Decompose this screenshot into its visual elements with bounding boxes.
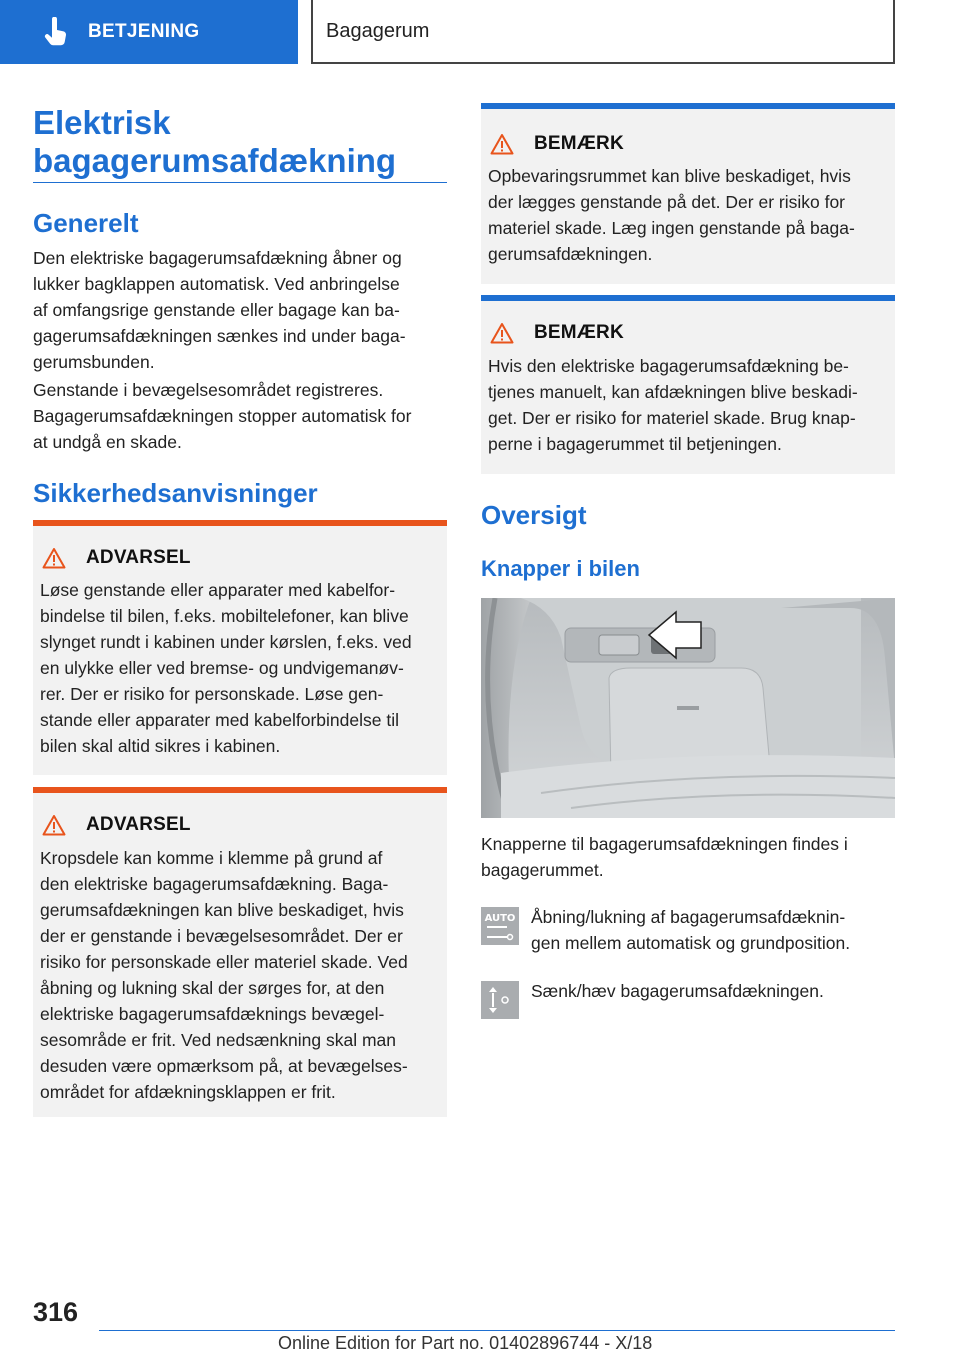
note-title: BEMÆRK [534, 133, 624, 154]
page-title-line-1: Elektrisk [33, 104, 171, 141]
general-paragraph-1: Den elektriske bagagerumsafdækning åbner og lukker bagklappen automatisk. Ved anbringelse af omfangsrige genstande eller bagage kan ba- gagerumsafdækningen sænkes ind under baga- gerumsbunden. [33, 248, 406, 372]
warning-text: Løse genstande eller apparater med kabelfor- bindelse til bilen, f.eks. mobiltelefoner, kan blive slynget rundt i kabinen under kørslen, f.eks. ved en ulykke eller ved bremse- og undvigemanøv- rer. Der er risiko for personskade. Løse gen- stande eller apparater med kabelforbindelse til bilen skal altid sikres i kabinen. [40, 580, 412, 756]
trunk-illustration [481, 598, 895, 818]
note-text: Hvis den elektriske bagagerumsafdækning be- tjenes manuelt, kan afdækningen blive beskadi- get. Der er risiko for materiel skade. Brug knap- perne i bagagerummet til betjeningen. [488, 356, 858, 454]
warning-bar [33, 787, 447, 793]
warning-bar [33, 520, 447, 526]
note-box-1 [481, 103, 895, 284]
hand-pointer-icon [44, 17, 70, 47]
photo-caption: Knapperne til bagagerumsafdækningen findes i bagagerummet. [481, 834, 848, 880]
warning-title: ADVARSEL [86, 547, 191, 568]
section-label: BETJENING [88, 21, 200, 42]
warning-triangle-icon [490, 133, 514, 155]
svg-text:AUTO: AUTO [484, 913, 516, 924]
title-divider [33, 182, 447, 183]
warning-triangle-icon [42, 814, 66, 836]
lower-raise-button-icon [481, 981, 519, 1019]
edition-text: Online Edition for Part no. 01402896744 - X/18 [278, 1333, 653, 1353]
buttons-heading: Knapper i bilen [481, 556, 640, 581]
general-paragraph-2: Genstande i bevægelsesområdet registreres. Bagagerumsafdækningen stopper automatisk for at undgå en skade. [33, 380, 412, 452]
warning-text: Kropsdele kan komme i klemme på grund af den elektriske bagagerumsafdækning. Baga- gerumsafdækningen kan blive beskadiget, hvis der er genstande i bevægelsesområdet. Der er risiko for personskade eller materiel skade. Ved åbning og lukning skal der sørges for, at den elektriske bagagerumsafdæknings bevægel- sesområde er frit. Ved nedsænkning skal man desuden være opmærksom på, at bevægelses- området for afdækningsklappen er frit. [40, 848, 408, 1102]
note-box-2 [481, 295, 895, 474]
overview-heading: Oversigt [481, 500, 587, 530]
note-title: BEMÆRK [534, 322, 624, 343]
warning-box-2 [33, 787, 447, 1117]
chapter-header [311, 0, 895, 64]
warning-title: ADVARSEL [86, 814, 191, 835]
auto-button-icon [481, 907, 519, 945]
auto-button-description: Åbning/lukning af bagagerumsafdæknin- gen mellem automatisk og grundposition. [531, 907, 851, 953]
general-heading: Generelt [33, 208, 139, 238]
chapter-title: Bagagerum [326, 19, 430, 42]
note-bar [481, 103, 895, 109]
section-tab [0, 0, 298, 64]
safety-heading: Sikkerhedsanvisninger [33, 478, 318, 508]
lower-raise-button-description: Sænk/hæv bagagerumsafdækningen. [531, 981, 824, 1001]
warning-triangle-icon [42, 547, 66, 569]
page-title [33, 104, 447, 180]
trunk-photo [481, 598, 895, 818]
warning-box-1 [33, 520, 447, 775]
note-text: Opbevaringsrummet kan blive beskadiget, hvis der lægges genstande på det. Der er risiko for materiel skade. Læg ingen genstande på baga- gerumsafdækningen. [488, 166, 855, 264]
warning-triangle-icon [490, 322, 514, 344]
page-title-line-2: bagagerumsafdækning [33, 142, 397, 179]
footer-divider [99, 1330, 895, 1331]
note-bar [481, 295, 895, 301]
page-number: 316 [33, 1297, 79, 1327]
